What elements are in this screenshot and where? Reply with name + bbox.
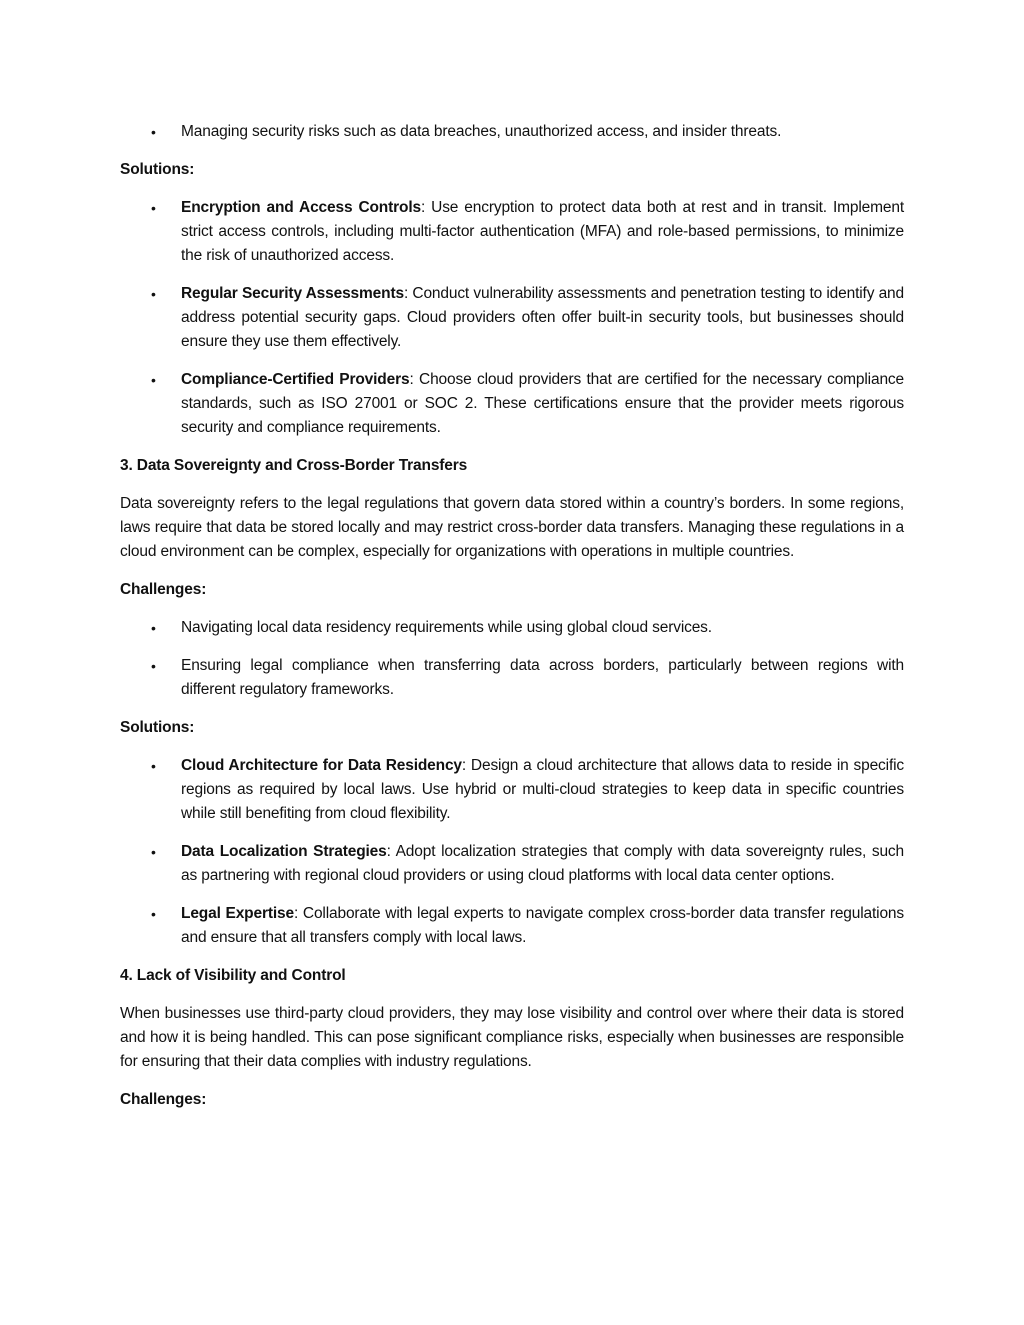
section-heading: 3. Data Sovereignty and Cross-Border Transfers <box>120 457 468 474</box>
solutions-label: Solutions: <box>120 161 195 178</box>
challenges-list <box>120 616 904 702</box>
bullet-term: Data Localization Strategies <box>181 843 387 860</box>
bullet-dot: • <box>151 200 156 216</box>
document-page <box>120 120 904 1126</box>
bullet-text: Design a cloud architecture that allows data to reside in specific regions as required by local laws. Use hybrid or multi-cloud strategies to keep data in specific countries while still benefiting from cloud flexibility. <box>181 757 904 822</box>
list-item <box>120 196 904 268</box>
bullet-dot: • <box>151 124 156 140</box>
challenges-label: Challenges: <box>120 1091 207 1108</box>
top-bullet-list <box>120 120 904 144</box>
bullet-term: Compliance-Certified Providers <box>181 371 410 388</box>
solutions-list <box>120 196 904 440</box>
list-item <box>120 616 904 640</box>
bullet-dot: • <box>151 372 156 388</box>
list-item <box>120 282 904 354</box>
bullet-dot: • <box>151 286 156 302</box>
section-paragraph: When businesses use third-party cloud providers, they may lose visibility and control over where their data is stored and how it is being handled. This can pose significant compliance risks, especially when businesses are responsible for ensuring that their data complies with industry regulations. <box>120 1005 904 1070</box>
bullet-separator: : <box>403 285 409 302</box>
bullet-text: Conduct vulnerability assessments and penetration testing to identify and address potential security gaps. Cloud providers often offer built-in security tools, but businesses should ensure they use them effectively. <box>181 285 904 350</box>
bullet-text: Collaborate with legal experts to navigate complex cross-border data transfer regulations and ensure that all transfers comply with local laws. <box>181 905 904 946</box>
bullet-dot: • <box>151 844 156 860</box>
section-heading: 4. Lack of Visibility and Control <box>120 967 346 984</box>
bullet-text: Ensuring legal compliance when transferring data across borders, particularly between regions with different regulatory frameworks. <box>181 657 904 698</box>
bullet-term: Encryption and Access Controls <box>181 199 421 216</box>
bullet-dot: • <box>151 620 156 636</box>
bullet-separator: : <box>386 843 391 860</box>
list-item <box>120 368 904 440</box>
bullet-text: Choose cloud providers that are certified for the necessary compliance standards, such as ISO 27001 or SOC 2. These certifications ensure that the provider meets rigorous security and compliance requirements. <box>181 371 904 436</box>
bullet-separator: : <box>420 199 426 216</box>
bullet-dot: • <box>151 758 156 774</box>
bullet-term: Regular Security Assessments <box>181 285 404 302</box>
bullet-text: Adopt localization strategies that comply with data sovereignty rules, such as partnering with regional cloud providers or using cloud platforms with local data center options. <box>181 843 904 884</box>
bullet-term: Legal Expertise <box>181 905 294 922</box>
solutions-label: Solutions: <box>120 719 195 736</box>
challenges-label: Challenges: <box>120 581 207 598</box>
list-item <box>120 754 904 826</box>
list-item <box>120 120 904 144</box>
list-item <box>120 654 904 702</box>
bullet-text: Use encryption to protect data both at rest and in transit. Implement strict access controls, including multi-factor authentication (MFA) and role-based permissions, to minimize the risk of unauthorized access. <box>181 199 904 264</box>
section-paragraph: Data sovereignty refers to the legal regulations that govern data stored within a country’s borders. In some regions, laws require that data be stored locally and may restrict cross-border data transfers. Managing these regulations in a cloud environment can be complex, especially for organizations with operations in multiple countries. <box>120 495 904 560</box>
bullet-term: Cloud Architecture for Data Residency <box>181 757 462 774</box>
solutions-list <box>120 754 904 950</box>
list-item <box>120 840 904 888</box>
bullet-dot: • <box>151 658 156 674</box>
bullet-separator: : <box>409 371 414 388</box>
list-item <box>120 902 904 950</box>
bullet-dot: • <box>151 906 156 922</box>
bullet-separator: : <box>461 757 467 774</box>
bullet-text: Navigating local data residency requirements while using global cloud services. <box>181 619 712 636</box>
bullet-text: Managing security risks such as data breaches, unauthorized access, and insider threats. <box>181 123 782 140</box>
bullet-separator: : <box>293 905 299 922</box>
